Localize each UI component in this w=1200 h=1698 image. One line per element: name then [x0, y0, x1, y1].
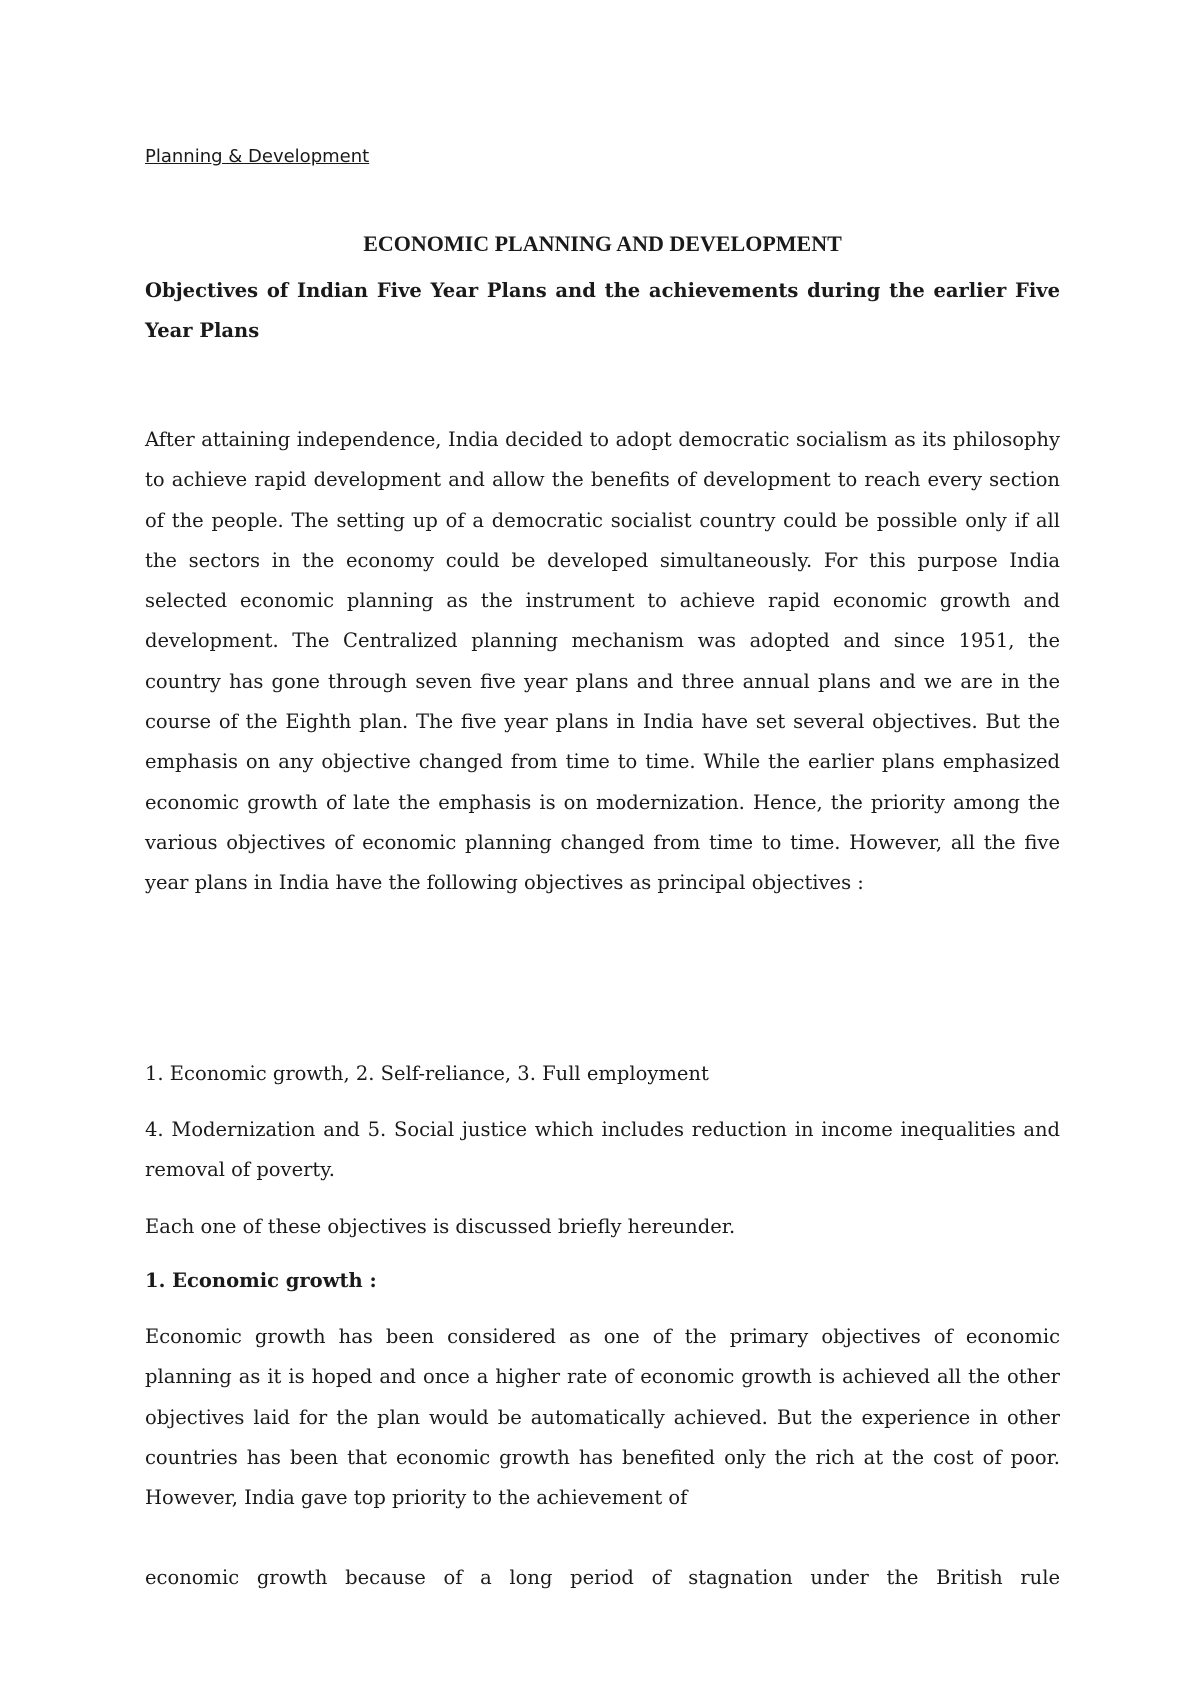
intro-paragraph: After attaining independence, India decided to adopt democratic socialism as its philosophy to achieve rapid development and allow the benefits of development to reach every section of the people. The setting up of a democratic socialist country could be possible only if all the sectors in the economy could be developed simultaneously. For this purpose India selected economic planning as the instrument to achieve rapid economic growth and development. The Centralized planning mechanism was adopted and since 1951, the country has gone through seven five year plans and three annual plans and we are in the course of the Eighth plan. The five year plans in India have set several objectives. But the emphasis on any objective changed from time to time. While the earlier plans emphasized economic growth of late the emphasis is on modernization. Hence, the priority among the various objectives of economic planning changed from time to time. However, all the five year plans in India have the following objectives as principal objectives : [145, 428, 1060, 895]
objectives-list-line-2: 4. Modernization and 5. Social justice which includes reduction in income inequalities and removal of poverty. [145, 1118, 1060, 1182]
document-subtitle: Objectives of Indian Five Year Plans and the achievements during the earlier Five Year Plans [145, 279, 1060, 342]
objectives-intro-line: Each one of these objectives is discussed briefly hereunder. [145, 1215, 736, 1238]
economic-growth-paragraph: Economic growth has been considered as one of the primary objectives of economic planning as it is hoped and once a higher rate of economic growth is achieved all the other objectives laid for the plan would be automatically achieved. But the experience in other countries has been that economic growth has benefited only the rich at the cost of poor. However, India gave top priority to the achievement of [145, 1325, 1060, 1510]
document-header: Planning & Development [145, 146, 370, 167]
section-heading-economic-growth: 1. Economic growth : [145, 1269, 377, 1292]
document-title: ECONOMIC PLANNING AND DEVELOPMENT [363, 231, 842, 256]
objectives-list-line-1: 1. Economic growth, 2. Self-reliance, 3. Full employment [145, 1062, 709, 1085]
economic-growth-paragraph-continued: economic growth because of a long period of stagnation under the British rule [145, 1566, 1060, 1589]
